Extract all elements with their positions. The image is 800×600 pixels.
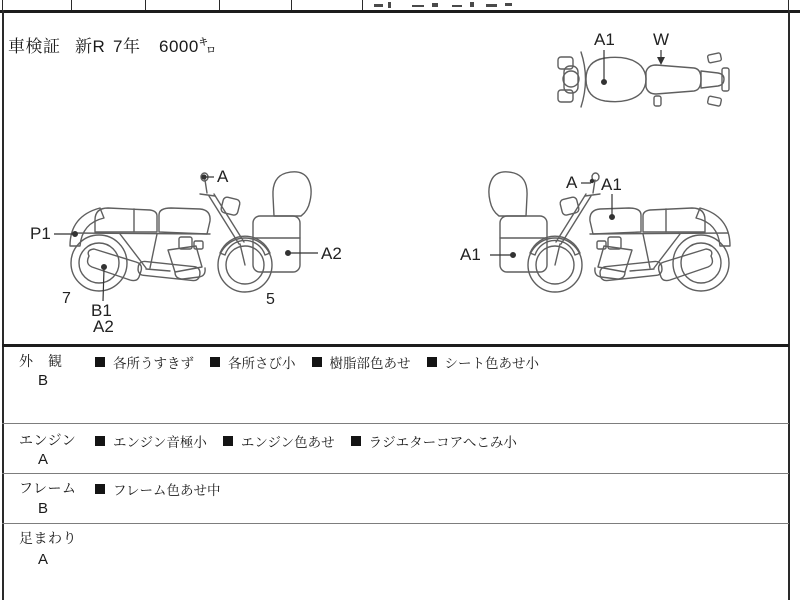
grade-value: A (38, 551, 49, 568)
left-bike-cowl-code: A2 (321, 244, 342, 263)
category-label: 足まわり (19, 530, 77, 546)
bullet-square-icon (95, 357, 105, 367)
grade-value: B (38, 500, 49, 517)
damage-item-text: シート色あせ小 (444, 356, 539, 371)
model-year: 7年 (113, 37, 141, 56)
clipped-text-fragment (374, 4, 383, 7)
damage-item (427, 352, 540, 372)
right-border (788, 10, 790, 600)
left-bike-rear-wheel-code: 7 (62, 290, 71, 307)
grade-value: A (38, 451, 49, 468)
right-bike-mirror-code: A (566, 173, 578, 192)
clipped-text-fragment (432, 3, 438, 7)
clipped-text-fragment (486, 4, 497, 7)
damage-item (210, 352, 296, 372)
damage-item (223, 431, 335, 451)
damage-item-text: エンジン音極小 (113, 435, 207, 450)
category-label: フレーム (19, 480, 77, 496)
clipped-text-fragment (388, 2, 391, 8)
clipped-text-fragment (412, 5, 424, 7)
motorcycle-top-view-drawing (548, 28, 748, 118)
shaken-label: 車検証 (8, 37, 61, 56)
damage-item-text: 各所うすきず (113, 356, 194, 371)
bullet-square-icon (351, 436, 361, 446)
clipped-text-fragment (505, 3, 512, 6)
bullet-square-icon (427, 357, 437, 367)
row-divider (2, 523, 789, 524)
damage-item-text: ラジエターコアへこみ小 (368, 435, 517, 450)
bullet-square-icon (95, 484, 105, 494)
damage-item (351, 431, 517, 451)
bullet-square-icon (95, 436, 105, 446)
left-border (2, 10, 4, 600)
category-label: エンジン (19, 432, 77, 448)
bullet-square-icon (223, 436, 233, 446)
damage-item-text: フレーム色あせ中 (113, 483, 221, 498)
damage-item (95, 352, 194, 372)
damage-item (95, 431, 207, 451)
top-view-tank-code: A1 (594, 30, 615, 49)
damage-item-text: エンジン色あせ (240, 435, 335, 450)
clipped-text-fragment (452, 5, 462, 7)
left-bike-front-wheel-code: 5 (266, 291, 275, 308)
left-bike-muffler-code-top: B1 (91, 301, 112, 320)
grade-value: B (38, 372, 49, 389)
registration-era: 新R (75, 37, 106, 56)
row-divider (2, 473, 789, 474)
right-bike-tank-code: A1 (601, 175, 622, 194)
row-divider (2, 423, 789, 424)
bullet-square-icon (210, 357, 220, 367)
clipped-text-fragment (470, 2, 474, 7)
mileage-value: 6000㌔ (159, 37, 217, 56)
section-thick-border (2, 344, 789, 347)
top-view-seat-code: W (653, 30, 670, 49)
damage-item (312, 352, 411, 372)
left-bike-muffler-code-bottom: A2 (93, 317, 114, 336)
damage-item-text: 樹脂部色あせ (329, 356, 411, 371)
motorcycle-left-side-drawing (30, 168, 350, 336)
right-bike-cowl-code: A1 (460, 245, 481, 264)
left-bike-rear-fender-code: P1 (30, 224, 51, 243)
left-bike-mirror-code: A (217, 167, 229, 186)
top-thick-border (0, 10, 800, 13)
damage-item (95, 479, 220, 499)
bullet-square-icon (312, 357, 322, 367)
damage-item-text: 各所さび小 (228, 356, 296, 371)
category-label: 外 観 (19, 353, 63, 369)
